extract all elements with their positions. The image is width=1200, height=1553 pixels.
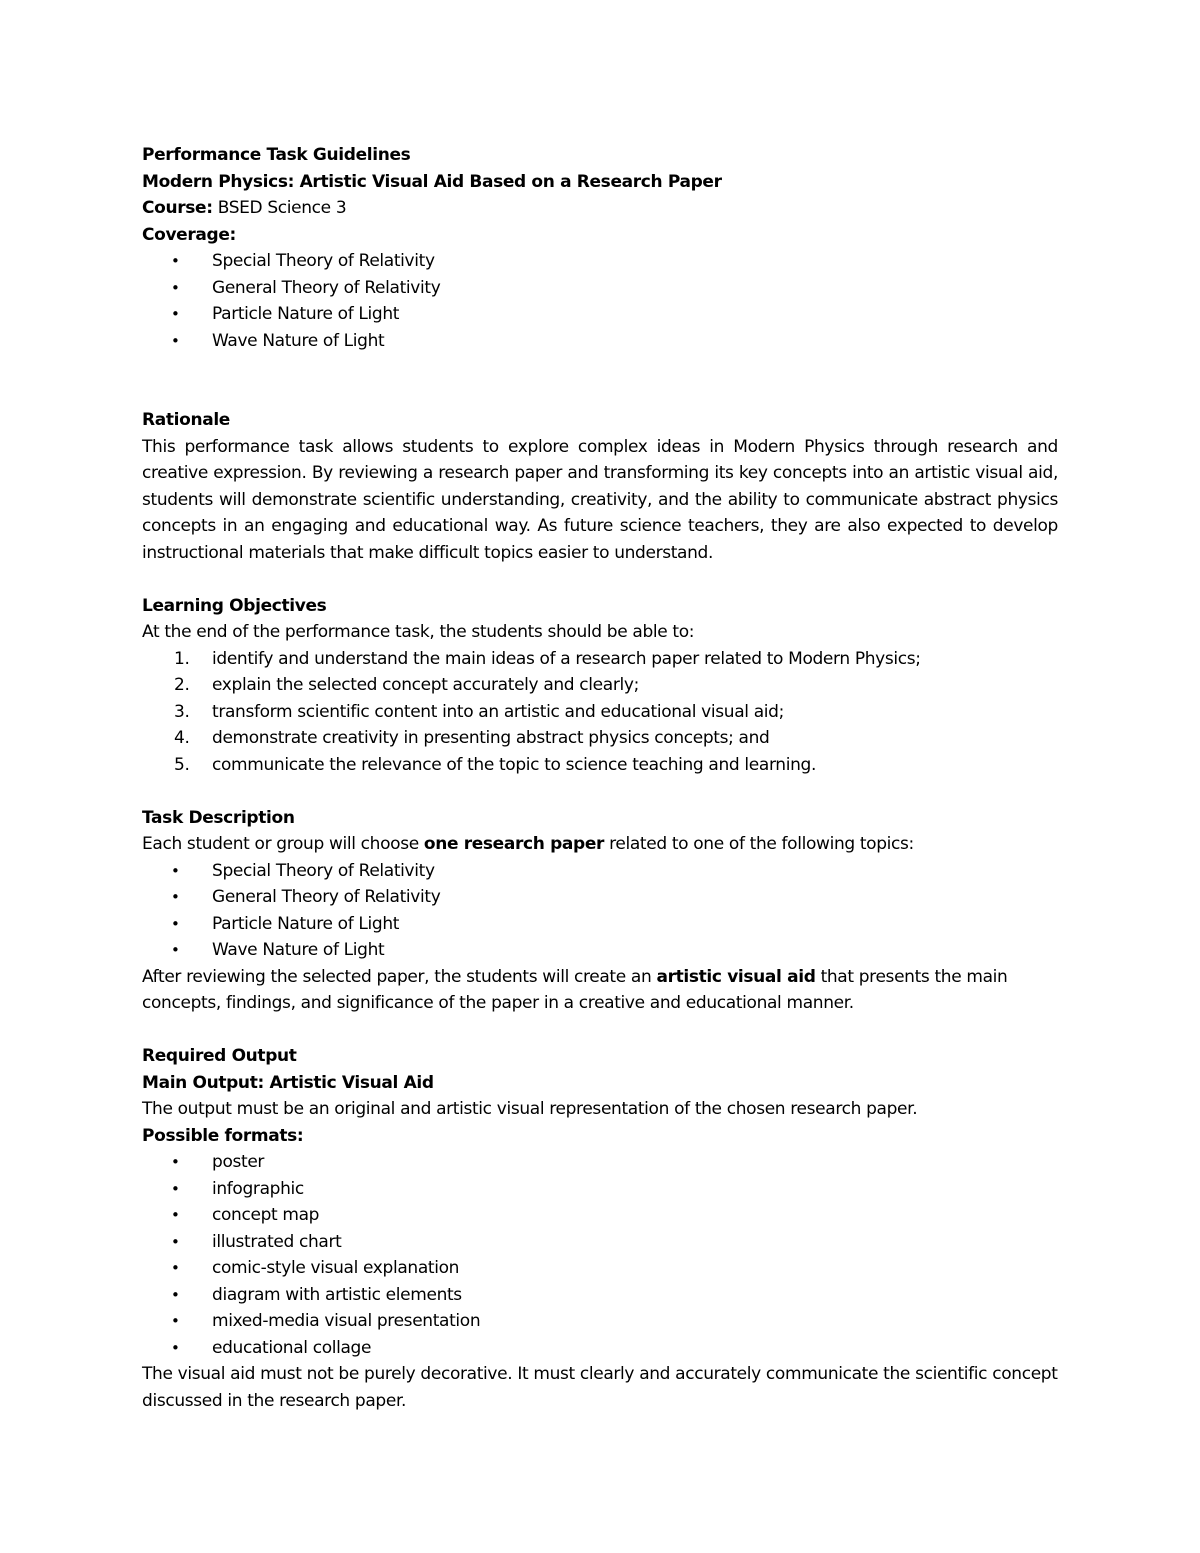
objectives-intro: At the end of the performance task, the students should be able to:: [142, 622, 695, 642]
course-value: BSED Science 3: [212, 198, 347, 218]
task-intro-emphasis: one research paper: [423, 834, 605, 854]
objective-text: transform scientific content into an artistic and educational visual aid;: [212, 701, 784, 722]
course-line: [142, 195, 1058, 222]
bullet-icon: •: [171, 1153, 180, 1171]
format-item-text: poster: [212, 1152, 265, 1172]
document-subtitle: Modern Physics: Artistic Visual Aid Based on a Research Paper: [142, 171, 722, 192]
format-item-text: diagram with artistic elements: [212, 1284, 462, 1305]
topic-item-text: Wave Nature of Light: [212, 940, 385, 960]
list-item: [142, 275, 1058, 302]
list-item: [142, 1308, 1058, 1335]
spacer: [142, 381, 1058, 408]
coverage-item-text: Special Theory of Relativity: [212, 251, 435, 271]
objective-text: identify and understand the main ideas of a research paper related to Modern Physics;: [212, 648, 921, 669]
output-heading: Required Output: [142, 1046, 297, 1066]
task-intro-text: related to one of the following topics:: [604, 834, 914, 854]
bullet-icon: •: [171, 1312, 180, 1330]
coverage-item-text: Wave Nature of Light: [212, 330, 385, 351]
formats-list: [142, 1149, 1058, 1361]
bullet-icon: •: [171, 888, 180, 906]
coverage-list: [142, 248, 1058, 354]
task-after: [142, 964, 1058, 1017]
objective-text: demonstrate creativity in presenting abstract physics concepts; and: [212, 728, 770, 748]
rationale-heading: Rationale: [142, 410, 230, 430]
document-page: [142, 142, 1058, 1414]
format-item-text: mixed-media visual presentation: [212, 1311, 481, 1331]
format-item-text: infographic: [212, 1178, 304, 1199]
task-intro: [142, 831, 1058, 858]
document-title: Performance Task Guidelines: [142, 145, 411, 165]
list-item: [142, 1149, 1058, 1176]
topic-item-text: Special Theory of Relativity: [212, 860, 435, 881]
bullet-icon: •: [171, 278, 180, 297]
task-after-text: After reviewing the selected paper, the students will create an: [142, 966, 657, 987]
main-output-heading: Main Output: Artistic Visual Aid: [142, 1072, 434, 1093]
list-item: [142, 937, 1058, 964]
rationale-text: This performance task allows students to explore complex ideas in Modern Physics through research and creative expression. By reviewing a research paper and transforming its key concepts into an artistic visual aid, students will demonstrate scientific understanding, creativity, and the ability to communicate abstract physics concepts in an engaging and educational way. As future science teachers, they are also expected to develop instructional materials that make difficult topics easier to understand.: [142, 436, 1058, 563]
list-item: [142, 725, 1058, 752]
list-item: [142, 1255, 1058, 1282]
spacer: [142, 778, 1058, 805]
course-label: Course:: [142, 198, 213, 218]
list-item: [142, 1176, 1058, 1203]
topic-item-text: Particle Nature of Light: [212, 913, 400, 934]
objective-text: explain the selected concept accurately and clearly;: [212, 675, 639, 695]
coverage-item-text: Particle Nature of Light: [212, 304, 400, 324]
bullet-icon: •: [171, 861, 180, 880]
bullet-icon: •: [171, 331, 180, 350]
objectives-list: [142, 646, 1058, 779]
spacer: [142, 354, 1058, 381]
format-item-text: illustrated chart: [212, 1231, 342, 1252]
topic-item-text: General Theory of Relativity: [212, 887, 441, 907]
list-item: [142, 699, 1058, 726]
list-item: [142, 1202, 1058, 1229]
list-item: [142, 672, 1058, 699]
bullet-icon: •: [171, 1285, 180, 1304]
spacer: [142, 1017, 1058, 1044]
bullet-icon: •: [171, 1206, 180, 1224]
task-intro-text: Each student or group will choose: [142, 834, 424, 854]
list-number: 3.: [174, 701, 190, 722]
format-item-text: concept map: [212, 1205, 320, 1225]
task-after-text: that presents the main concepts, findings, and significance of the paper in a creative and educational manner.: [142, 966, 1008, 1013]
list-item: [142, 884, 1058, 911]
list-number: 1.: [174, 648, 190, 669]
list-item: [142, 1282, 1058, 1309]
list-item: [142, 1229, 1058, 1256]
spacer: [142, 566, 1058, 593]
task-after-emphasis: artistic visual aid: [656, 966, 816, 987]
list-item: [142, 646, 1058, 673]
objectives-heading: Learning Objectives: [142, 595, 327, 616]
bullet-icon: •: [171, 1232, 180, 1251]
format-item-text: educational collage: [212, 1337, 372, 1358]
format-item-text: comic-style visual explanation: [212, 1258, 460, 1278]
main-output-text: The output must be an original and artistic visual representation of the chosen research paper.: [142, 1099, 918, 1119]
coverage-label: Coverage:: [142, 224, 236, 245]
list-item: [142, 752, 1058, 779]
coverage-item-text: General Theory of Relativity: [212, 277, 441, 298]
task-heading: Task Description: [142, 807, 295, 828]
objective-text: communicate the relevance of the topic to science teaching and learning.: [212, 754, 817, 775]
bullet-icon: •: [171, 252, 180, 270]
list-item: [142, 911, 1058, 938]
list-item: [142, 1335, 1058, 1362]
list-number: 4.: [174, 728, 190, 748]
bullet-icon: •: [171, 305, 180, 323]
list-number: 2.: [174, 675, 190, 695]
formats-label: Possible formats:: [142, 1125, 304, 1146]
list-item: [142, 858, 1058, 885]
bullet-icon: •: [171, 941, 180, 959]
topic-list: [142, 858, 1058, 964]
list-item: [142, 328, 1058, 355]
bullet-icon: •: [171, 1179, 180, 1198]
list-item: [142, 301, 1058, 328]
list-number: 5.: [174, 754, 190, 775]
bullet-icon: •: [171, 914, 180, 933]
list-item: [142, 248, 1058, 275]
bullet-icon: •: [171, 1259, 180, 1277]
bullet-icon: •: [171, 1338, 180, 1357]
closing-text: The visual aid must not be purely decorative. It must clearly and accurately communicate the scientific concept discussed in the research paper.: [142, 1364, 1058, 1411]
